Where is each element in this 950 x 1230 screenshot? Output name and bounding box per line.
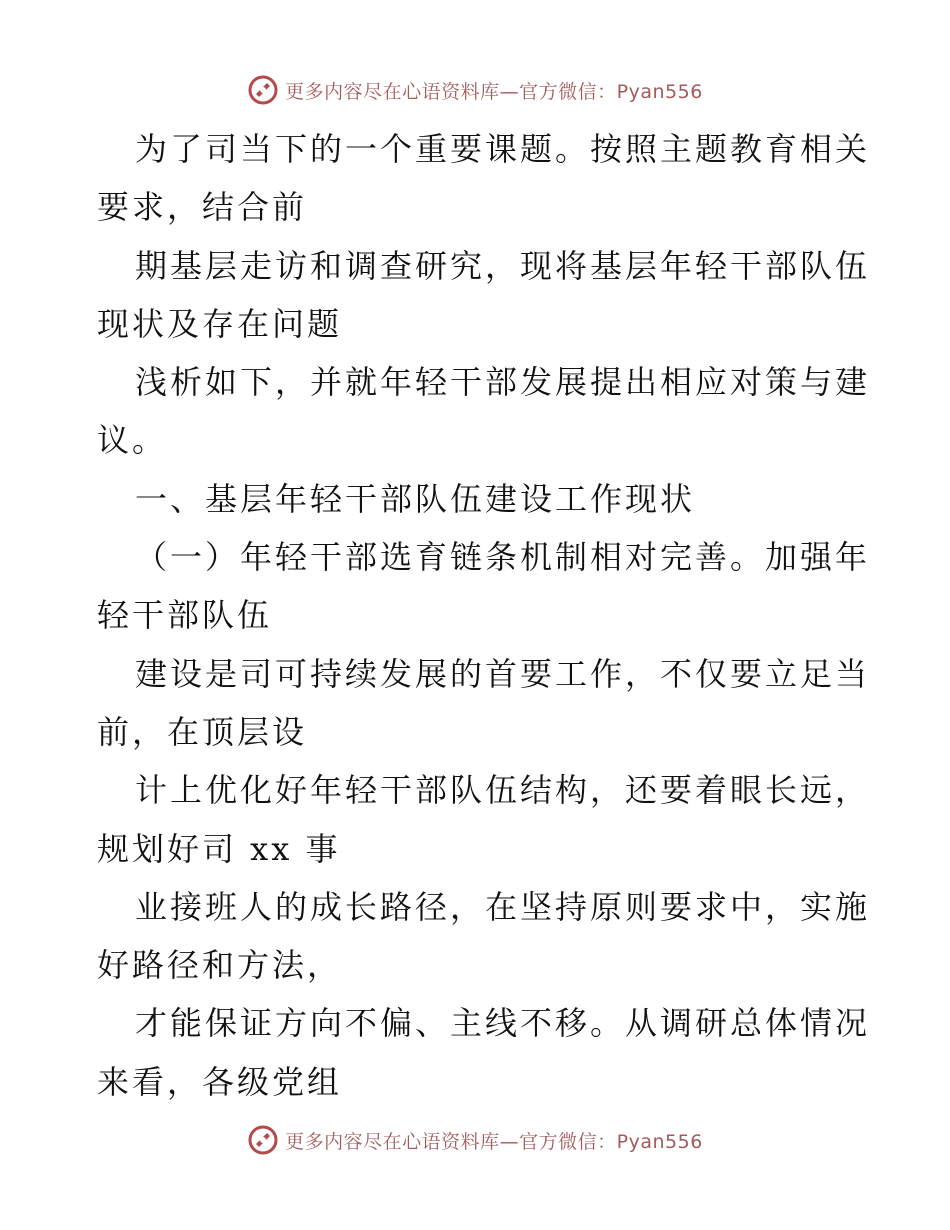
text-line: 要求，结合前 [97,188,308,227]
text-line: 规划好司 xx 事 [97,829,341,868]
header-watermark-text: 更多内容尽在心语资料库—官方微信：Pyan556 [285,80,703,103]
header-watermark [0,70,950,110]
text-line: 建设是司可持续发展的首要工作，不仅要立足当 [135,654,871,693]
footer-watermark-text: 更多内容尽在心语资料库—官方微信：Pyan556 [285,1130,703,1153]
text-line: 好路径和方法， [97,946,343,985]
text-line: 期基层走访和调查研究，现将基层年轻干部队伍 [135,246,871,285]
subsection-heading: （一）年轻干部选育链条机制相对完善。加强年 [135,538,871,577]
text-line: 为了司当下的一个重要课题。按照主题教育相关 [135,130,871,168]
text-line: 轻干部队伍 [97,596,273,635]
text-line: 议。 [97,421,168,460]
text-line: 业接班人的成长路径，在坚持原则要求中，实施 [135,887,871,926]
seal-logo-icon [247,74,279,106]
seal-logo-icon [247,1124,279,1156]
text-line: 计上优化好年轻干部队伍结构，还要着眼长远， [135,771,871,810]
text-line: 来看，各级党组 [97,1062,343,1101]
text-line: 现状及存在问题 [97,304,343,343]
text-line: 前，在顶层设 [97,712,308,751]
text-line: 浅析如下，并就年轻干部发展提出相应对策与建 [135,363,871,402]
document-body [97,120,871,1111]
text-line: 才能保证方向不偏、主线不移。从调研总体情况 [135,1004,871,1043]
section-heading: 一、基层年轻干部队伍建设工作现状 [135,479,696,518]
footer-watermark [0,1120,950,1160]
